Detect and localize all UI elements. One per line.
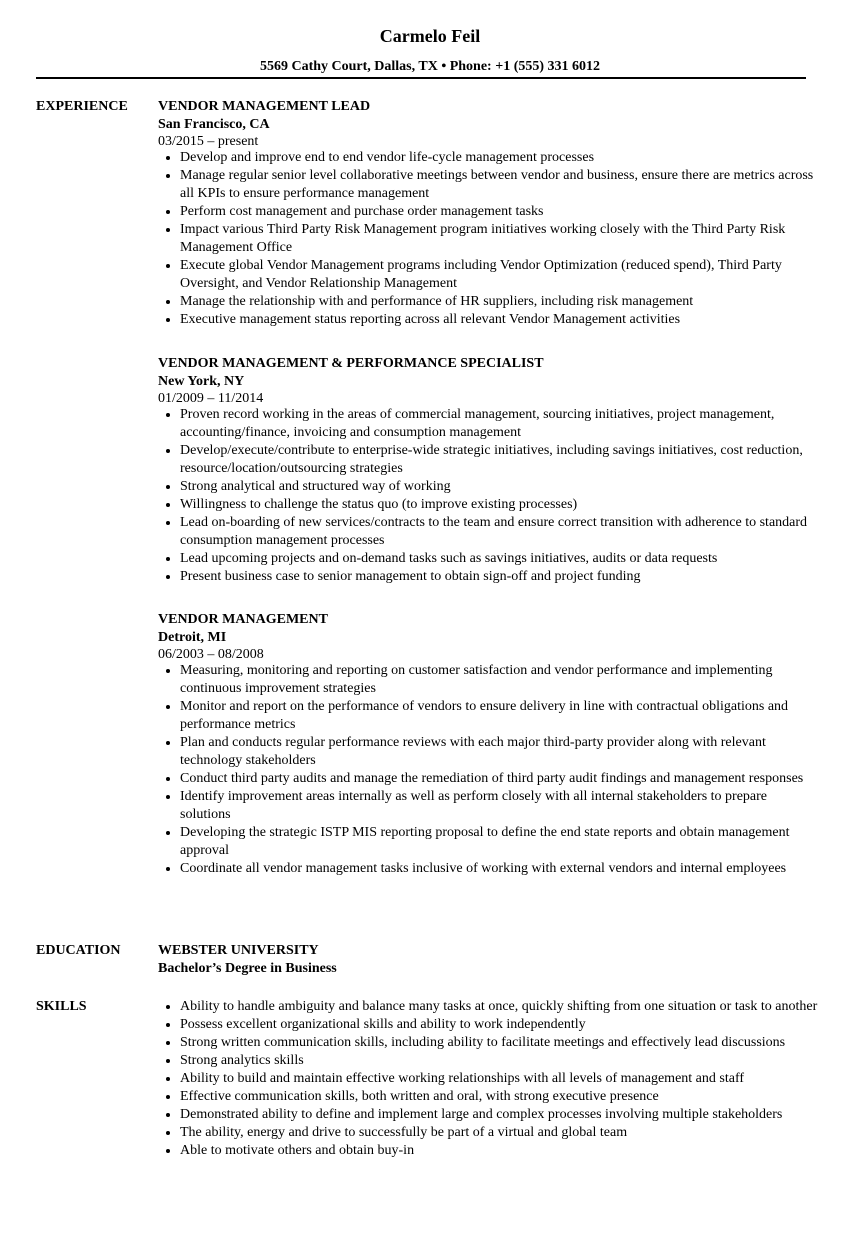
bullet-item: • Lead on-boarding of new services/contracts to the team and ensure correct transition with adherence to standard consumption management processes [180, 514, 818, 550]
bullet-item: • Proven record working in the areas of commercial management, sourcing initiatives, project management, accounting/finance, invoicing and consumption management [180, 406, 818, 442]
skill-item: • Effective communication skills, both written and oral, with strong executive presence [180, 1088, 818, 1106]
skill-item: • Possess excellent organizational skills and ability to work independently [180, 1016, 818, 1034]
bullet-item: • Plan and conducts regular performance reviews with each major third-party provider along with relevant technology stakeholders [180, 734, 818, 770]
skill-item: • Ability to build and maintain effective working relationships with all levels of management and staff [180, 1070, 818, 1088]
bullet-item: • Manage regular senior level collaborative meetings between vendor and business, ensure there are metrics across all KPIs to ensure performance management [180, 167, 818, 203]
bullet-item: • Identify improvement areas internally as well as perform closely with all internal stakeholders to prepare solutions [180, 788, 818, 824]
skill-item: • The ability, energy and drive to successfully be part of a virtual and global team [180, 1124, 818, 1142]
bullet-item: • Measuring, monitoring and reporting on customer satisfaction and vendor performance and implementing continuous improvement strategies [180, 662, 818, 698]
bullet-item: • Developing the strategic ISTP MIS reporting proposal to define the end state reports and obtain management approval [180, 824, 818, 860]
bullet-item: • Develop/execute/contribute to enterprise-wide strategic initiatives, including savings initiatives, cost reduction, resource/location/outsourcing strategies [180, 442, 818, 478]
bullet-item: • Willingness to challenge the status quo (to improve existing processes) [180, 496, 818, 514]
skills-entry [158, 998, 818, 1160]
job-title: VENDOR MANAGEMENT & PERFORMANCE SPECIALIST [158, 356, 544, 371]
job-entry [158, 98, 818, 329]
bullet-item: • Coordinate all vendor management tasks inclusive of working with external vendors and internal employees [180, 860, 818, 878]
section-label-education: EDUCATION [36, 943, 121, 958]
section-label-experience: EXPERIENCE [36, 99, 128, 114]
skill-item: • Able to motivate others and obtain buy-in [180, 1142, 818, 1160]
bullet-item: • Impact various Third Party Risk Management program initiatives working closely with the Third Party Risk Management Office [180, 221, 818, 257]
bullet-item: • Monitor and report on the performance of vendors to ensure delivery in line with contractual obligations and performance metrics [180, 698, 818, 734]
skill-item: • Ability to handle ambiguity and balance many tasks at once, quickly shifting from one situation or task to another [180, 998, 818, 1016]
job-dates: 03/2015 – present [158, 134, 259, 149]
job-entry [158, 355, 818, 586]
education-entry [158, 942, 818, 978]
school-name: WEBSTER UNIVERSITY [158, 943, 319, 958]
header-divider [36, 77, 806, 79]
job-location: New York, NY [158, 374, 245, 389]
bullet-item: • Lead upcoming projects and on-demand tasks such as savings initiatives, audits or data requests [180, 550, 818, 568]
job-bullets [158, 662, 818, 878]
bullet-item: • Develop and improve end to end vendor life-cycle management processes [180, 149, 818, 167]
skill-item: • Demonstrated ability to define and implement large and complex processes involving multiple stakeholders [180, 1106, 818, 1124]
job-dates: 01/2009 – 11/2014 [158, 391, 264, 406]
bullet-item: • Perform cost management and purchase order management tasks [180, 203, 818, 221]
bullet-item: • Execute global Vendor Management programs including Vendor Optimization (reduced spend), Third Party Oversight, and Vendor Relationship Management [180, 257, 818, 293]
bullet-item: • Present business case to senior management to obtain sign-off and project funding [180, 568, 818, 586]
job-bullets [158, 149, 818, 329]
job-title: VENDOR MANAGEMENT LEAD [158, 99, 371, 114]
job-dates: 06/2003 – 08/2008 [158, 647, 264, 662]
section-label-skills: SKILLS [36, 999, 87, 1014]
job-entry [158, 611, 818, 878]
bullet-item: • Manage the relationship with and performance of HR suppliers, including risk management [180, 293, 818, 311]
skills-list [158, 998, 818, 1160]
contact-line: 5569 Cathy Court, Dallas, TX • Phone: +1 (555) 331 6012 [259, 59, 601, 74]
skill-item: • Strong analytics skills [180, 1052, 818, 1070]
bullet-item: • Executive management status reporting across all relevant Vendor Management activities [180, 311, 818, 329]
bullet-item: • Strong analytical and structured way of working [180, 478, 818, 496]
job-title: VENDOR MANAGEMENT [158, 612, 328, 627]
degree: Bachelor’s Degree in Business [158, 961, 337, 976]
bullet-item: • Conduct third party audits and manage the remediation of third party audit findings and management responses [180, 770, 818, 788]
job-location: San Francisco, CA [158, 117, 270, 132]
skill-item: • Strong written communication skills, including ability to facilitate meetings and effectively lead discussions [180, 1034, 818, 1052]
job-location: Detroit, MI [158, 630, 227, 645]
job-bullets [158, 406, 818, 586]
resume-name: Carmelo Feil [379, 26, 481, 46]
